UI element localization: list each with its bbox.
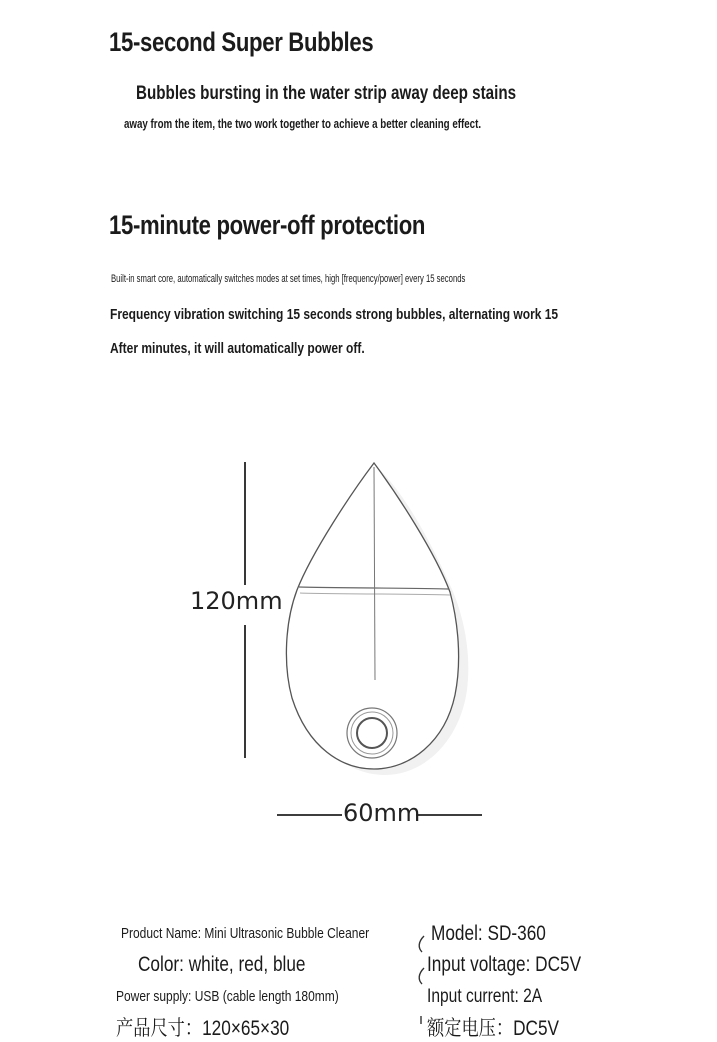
power-off-line-1: Built-in smart core, automatically switches modes at set times, high [frequency/power] every 15 seconds <box>111 273 466 285</box>
section-title-power-off: 15-minute power-off protection <box>109 210 426 240</box>
power-off-line-2: Frequency vibration switching 15 seconds strong bubbles, alternating work 15 <box>110 306 559 323</box>
spec-input-current: Input current: 2A <box>427 986 543 1007</box>
spec-color: Color: white, red, blue <box>138 953 306 976</box>
power-off-line-3: After minutes, it will automatically power off. <box>110 340 365 357</box>
height-dimension-label: 120mm <box>190 587 283 615</box>
spec-power-supply: Power supply: USB (cable length 180mm) <box>116 988 339 1005</box>
spec-input-voltage: Input voltage: DC5V <box>427 953 582 976</box>
spec-bracket-decoration <box>414 930 428 1024</box>
super-bubbles-line-1: Bubbles bursting in the water strip away deep stains <box>136 83 517 104</box>
spec-product-name: Product Name: Mini Ultrasonic Bubble Cleaner <box>121 925 370 942</box>
section-title-super-bubbles: 15-second Super Bubbles <box>109 27 374 57</box>
spec-product-size-cn: 产品尺寸：120×65×30 <box>116 1017 290 1040</box>
power-button-inner <box>357 718 387 748</box>
super-bubbles-line-2: away from the item, the two work together to achieve a better cleaning effect. <box>124 117 482 131</box>
spec-rated-voltage-cn: 额定电压：DC5V <box>427 1017 560 1040</box>
spec-model: Model: SD-360 <box>431 922 546 945</box>
product-dimension-diagram <box>0 440 717 840</box>
width-dimension-label: 60mm <box>343 799 421 827</box>
